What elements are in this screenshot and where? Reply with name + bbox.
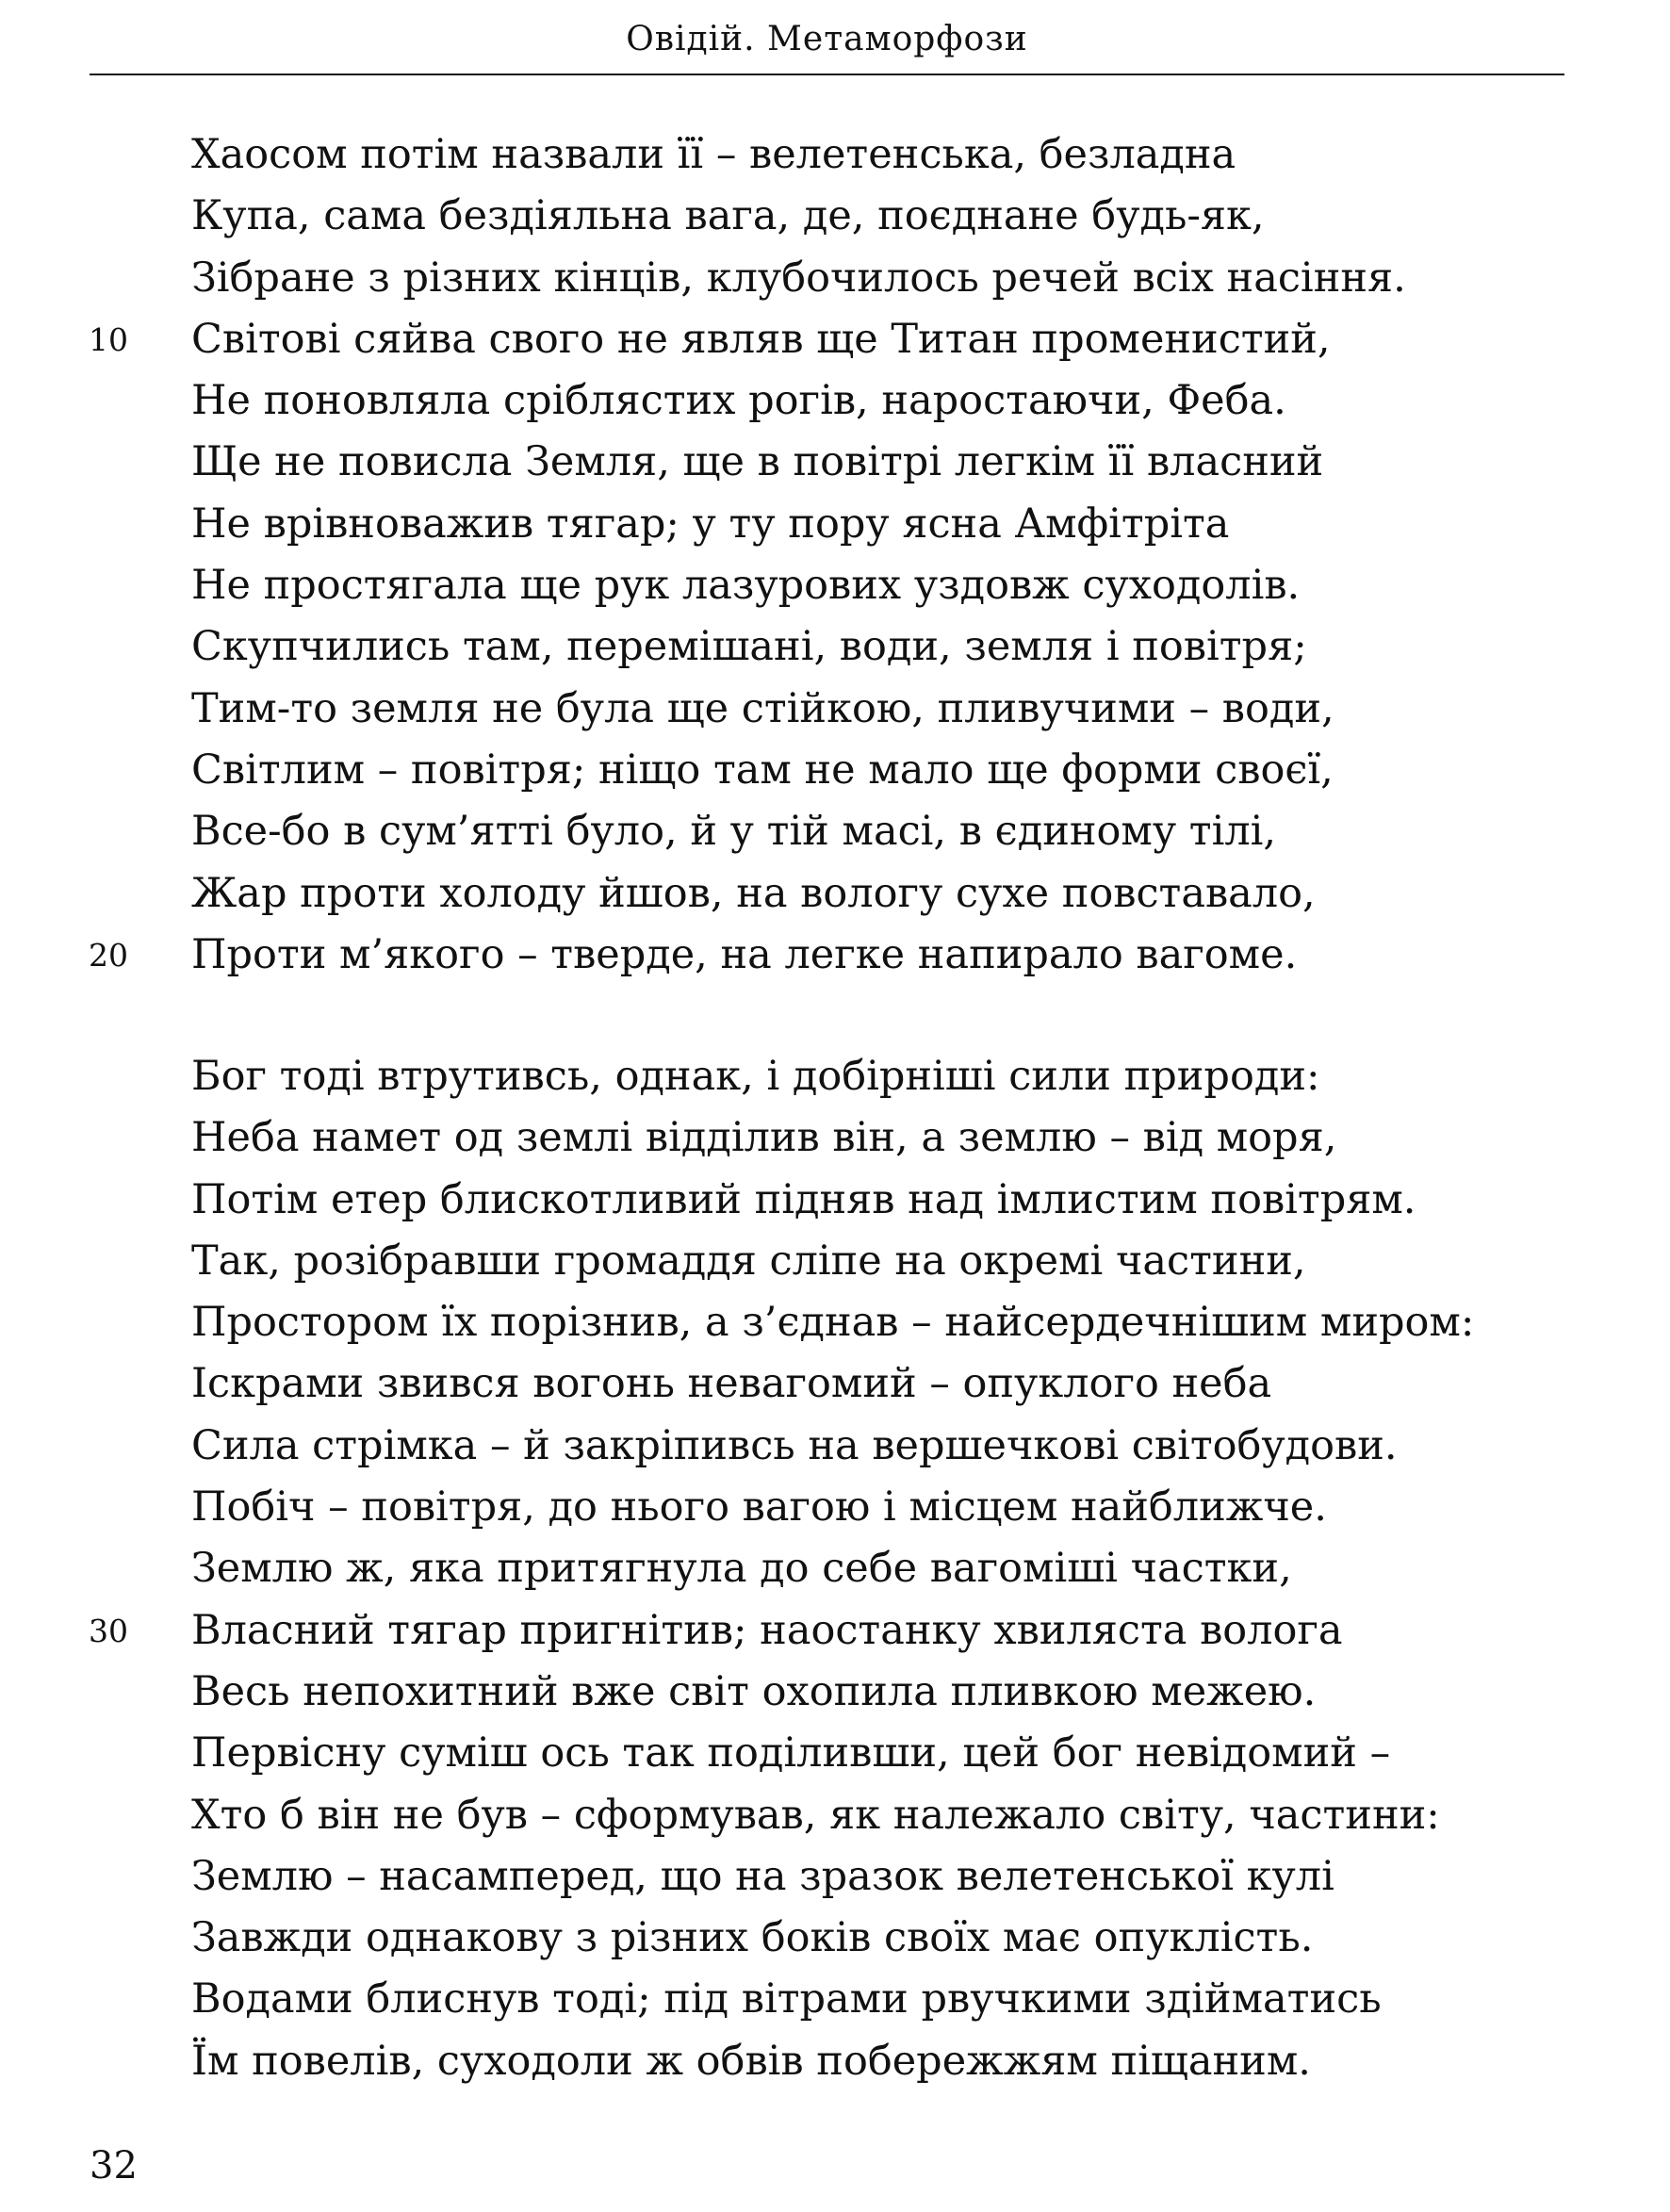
- line-text: Не простягала ще рук лазурових уздовж суходолів.: [191, 562, 1301, 610]
- verse-line: [0, 248, 1670, 309]
- line-text: Первісну суміш ось так поділивши, цей бог невідомий –: [191, 1729, 1391, 1778]
- line-text: Тим-то земля не була ще стійкою, пливучими – води,: [191, 684, 1334, 732]
- line-text: Неба намет од землі відділив він, а землю – від моря,: [191, 1114, 1337, 1162]
- line-text: Купа, сама бездіяльна вага, де, поєднане будь-як,: [191, 192, 1265, 240]
- line-text: Жар проти холоду йшов, на вологу сухе повставало,: [191, 869, 1316, 917]
- verse-line: [0, 309, 1670, 370]
- verse-line: [0, 679, 1670, 740]
- verse-line: [0, 1170, 1670, 1231]
- page-number: 32: [90, 2144, 138, 2187]
- line-text: Світлим – повітря; ніщо там не мало ще форми своєї,: [191, 746, 1334, 794]
- line-number: 30: [89, 1612, 128, 1649]
- line-text: Хаосом потім назвали її – велетенська, безладна: [191, 131, 1236, 178]
- verse-line: [0, 1231, 1670, 1292]
- verse-line: [0, 432, 1670, 493]
- verse-line: [0, 1416, 1670, 1477]
- verse-line: [0, 1353, 1670, 1415]
- stanza-1: [0, 124, 1670, 986]
- line-text: Їм повелів, суходоли ж обвів побережжям піщаним.: [191, 2037, 1311, 2085]
- line-text: Землю – насамперед, що на зразок велетенської кулі: [191, 1852, 1334, 1900]
- line-text: Скупчились там, перемішані, води, земля і повітря;: [191, 623, 1307, 671]
- line-text: Так, розібравши громаддя сліпе на окремі частини,: [191, 1237, 1306, 1285]
- line-text: Не поновляла сріблястих рогів, наростаючи, Феба.: [191, 377, 1286, 425]
- verse-line: [0, 1292, 1670, 1353]
- verse-line: [0, 186, 1670, 247]
- verse-line: [0, 124, 1670, 186]
- verse-line: [0, 555, 1670, 616]
- line-text: Все-бо в сум’ятті було, й у тій масі, в єдиному тілі,: [191, 808, 1277, 856]
- verse-line: [0, 1477, 1670, 1538]
- line-number: 10: [89, 320, 128, 358]
- verse-line: [0, 1846, 1670, 1908]
- line-text: Простором їх порізнив, а з’єднав – найсердечнішим миром:: [191, 1299, 1475, 1347]
- verse-line: [0, 494, 1670, 555]
- line-text: Іскрами звився вогонь невагомий – опуклого неба: [191, 1360, 1272, 1408]
- verse-line: [0, 1969, 1670, 2030]
- line-number: 20: [89, 936, 128, 974]
- line-text: Завжди однакову з різних боків своїх має опуклість.: [191, 1914, 1314, 1962]
- line-text: Власний тягар пригнітив; наостанку хвиляста волога: [191, 1606, 1343, 1654]
- line-text: Світові сяйва свого не являв ще Титан променистий,: [191, 315, 1331, 363]
- verse-line: [0, 1107, 1670, 1169]
- stanza-2: [0, 1046, 1670, 2092]
- verse-line: [0, 370, 1670, 432]
- line-text: Потім етер блискотливий підняв над імлистим повітрям.: [191, 1175, 1416, 1223]
- verse-line: [0, 801, 1670, 862]
- verse-line: [0, 1785, 1670, 1846]
- line-text: Проти м’якого – тверде, на легке напирало вагоме.: [191, 930, 1298, 978]
- line-text: Сила стрімка – й закріпивсь на вершечкові світобудови.: [191, 1421, 1398, 1469]
- verse-line: [0, 2031, 1670, 2092]
- verse-line: [0, 925, 1670, 986]
- verse-line: [0, 1600, 1670, 1662]
- verse-line: [0, 863, 1670, 925]
- verse-line: [0, 740, 1670, 801]
- line-text: Зібране з різних кінців, клубочилось речей всіх насіння.: [191, 254, 1406, 302]
- running-head: Овідій. Метаморфози: [90, 13, 1564, 75]
- verse-line: [0, 1046, 1670, 1107]
- verse-line: [0, 616, 1670, 678]
- line-text: Ще не повисла Земля, ще в повітрі легкім її власний: [191, 438, 1324, 486]
- verse-line: [0, 1723, 1670, 1784]
- line-text: Водами блиснув тоді; під вітрами рвучкими здійматись: [191, 1975, 1382, 2024]
- line-text: Побіч – повітря, до нього вагою і місцем найближче.: [191, 1483, 1327, 1532]
- line-text: Землю ж, яка притягнула до себе вагоміші частки,: [191, 1545, 1292, 1593]
- line-text: Весь непохитний вже світ охопила пливкою межею.: [191, 1667, 1317, 1715]
- line-text: Не врівноважив тягар; у ту пору ясна Амфітріта: [191, 500, 1230, 548]
- verse-line: [0, 1662, 1670, 1723]
- verse-line: [0, 1908, 1670, 1969]
- line-text: Бог тоді втрутивсь, однак, і добірніші сили природи:: [191, 1053, 1320, 1100]
- verse-line: [0, 1538, 1670, 1599]
- line-text: Хто б він не був – сформував, як належало світу, частини:: [191, 1791, 1440, 1839]
